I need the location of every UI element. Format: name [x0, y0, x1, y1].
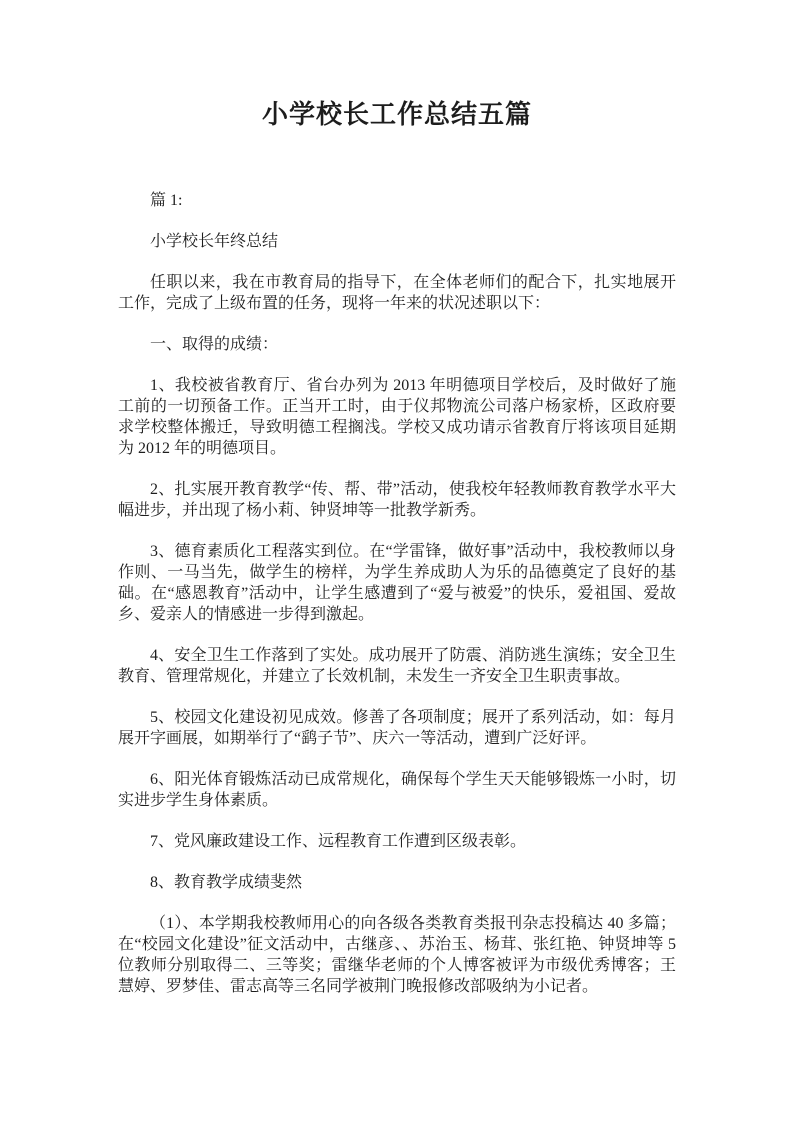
paragraph-intro: 任职以来，我在市教育局的指导下，在全体老师们的配合下，扎实地展开工作，完成了上级布置的任务，现将一年来的状况述职以下： [118, 274, 676, 312]
paragraph-item-2: 2、扎实展开教育教学“传、帮、带”活动，使我校年轻教师教育教学水平大幅进步，并出现了杨小莉、钟贤坤等一批教学新秀。 [118, 481, 676, 519]
paragraph-section-label: 篇 1: [150, 192, 183, 209]
paragraph-item-8-sub-1: （1）、本学期我校教师用心的向各级各类教育类报刊杂志投稿达 40 多篇；在“校园文化建设”征文活动中，古继彦、、苏治玉、杨茸、张红艳、钟贤坤等 5 位教师分别取得二、三等奖；雷继华老师的个人博客被评为市级优秀博客；王慧婷、罗梦佳、雷志高等三名同学被荆门晚报修改部吸纳为小记者。 [118, 915, 676, 995]
paragraph-item-5: 5、校园文化建设初见成效。修善了各项制度；展开了系列活动，如：每月展开字画展，如期举行了“鹞子节”、庆六一等活动，遭到广泛好评。 [118, 709, 676, 747]
paragraph-item-6: 6、阳光体育锻炼活动已成常规化，确保每个学生天天能够锻炼一小时，切实进步学生身体素质。 [118, 771, 676, 809]
document-title: 小学校长工作总结五篇 [261, 100, 532, 129]
paragraph-heading-achievements: 一、取得的成绩： [150, 336, 279, 353]
paragraph-subtitle: 小学校长年终总结 [150, 233, 279, 250]
paragraph-item-3: 3、德育素质化工程落实到位。在“学雷锋，做好事”活动中，我校教师以身作则、一马当先，做学生的榜样，为学生养成助人为乐的品德奠定了良好的基础。在“感恩教育”活动中，让学生感遭到了“爱与被爱”的快乐，爱祖国、爱故乡、爱亲人的情感进一步得到激起。 [118, 543, 676, 623]
paragraph-item-4: 4、安全卫生工作落到了实处。成功展开了防震、消防逃生演练；安全卫生教育、管理常规化，并建立了长效机制，未发生一齐安全卫生职责事故。 [118, 647, 676, 685]
paragraph-item-7: 7、党风廉政建设工作、远程教育工作遭到区级表彰。 [150, 833, 527, 850]
paragraph-item-8: 8、教育教学成绩斐然 [150, 874, 303, 891]
paragraph-item-1: 1、我校被省教育厅、省台办列为 2013 年明德项目学校后，及时做好了施工前的一切预备工作。正当开工时，由于仪邦物流公司落户杨家桥，区政府要求学校整体搬迁，导致明德工程搁浅。学校又成功请示省教育厅将该项目延期为 2012 年的明德项目。 [118, 377, 676, 457]
